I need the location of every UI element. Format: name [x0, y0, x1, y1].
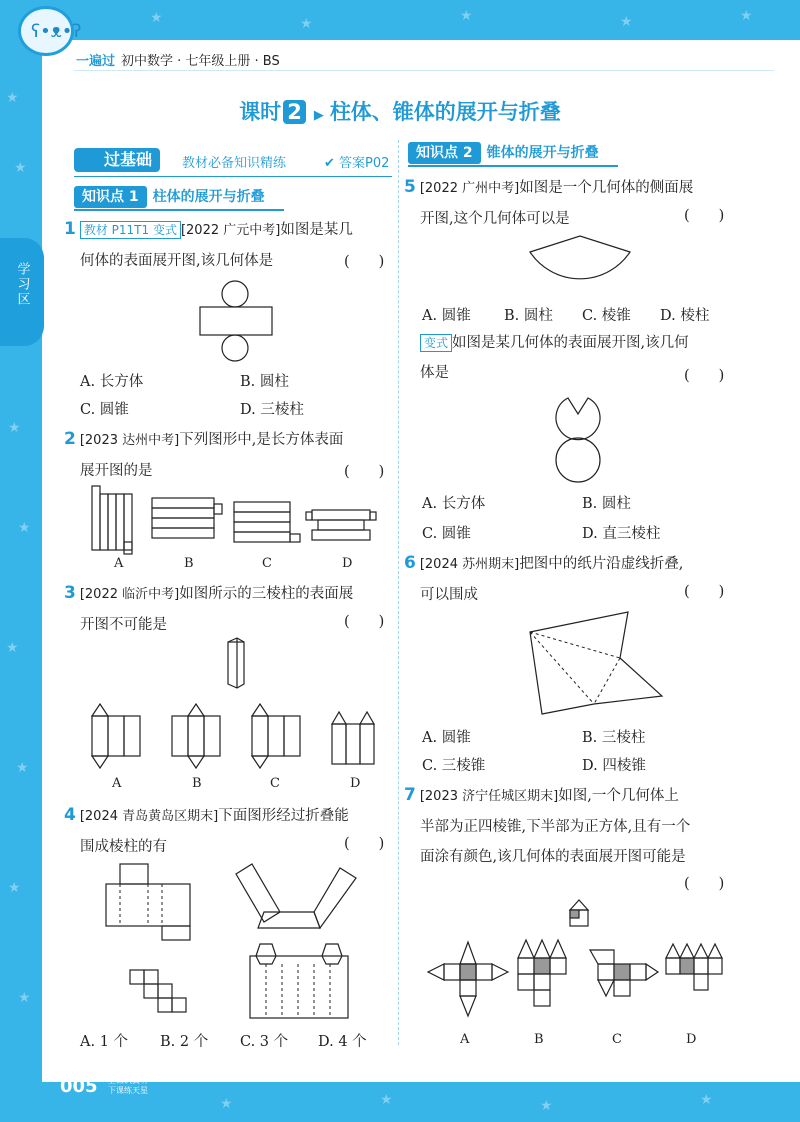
q2-caption-a: A — [114, 556, 124, 571]
header-rule — [74, 70, 774, 71]
q5b-figure — [546, 392, 610, 484]
section-underline — [74, 176, 392, 177]
q2-caption-c: C — [262, 556, 272, 571]
slogan-line-2: 下课练天星 — [108, 1086, 148, 1095]
q3-source: [2022 临沂中考] — [79, 587, 180, 602]
lesson-prefix: 课时 — [239, 100, 282, 124]
q4-answer-paren: ( ) — [344, 836, 385, 852]
q3-prism-figure — [222, 636, 252, 692]
section-main-label — [74, 148, 160, 172]
q6-text-2: 可以围成 — [420, 587, 478, 603]
section-banner — [74, 144, 392, 178]
q7-source: [2023 济宁任城区期末] — [419, 789, 559, 804]
q3-answer-paren: ( ) — [344, 614, 385, 630]
q1-text-1: 如图是某几 — [280, 222, 353, 238]
page-number: 005 — [60, 1076, 98, 1097]
q4-text-1: 下面图形经过折叠能 — [218, 808, 349, 824]
q5b-option-b[interactable]: B. 圆柱 — [582, 496, 631, 512]
q2-text-2: 展开图的是 — [80, 463, 153, 479]
q4-option-c[interactable]: C. 3 个 — [240, 1034, 289, 1050]
q5-text-1: 如图是一个几何体的侧面展 — [519, 180, 694, 196]
q5-option-d[interactable]: D. 棱柱 — [660, 308, 710, 324]
q5-option-b[interactable]: B. 圆柱 — [504, 308, 553, 324]
question-7 — [404, 780, 744, 872]
q6-answer-paren: ( ) — [684, 584, 725, 600]
q6-figure — [520, 608, 670, 718]
q7-solid-figure — [566, 898, 592, 928]
q2-source: [2023 达州中考] — [79, 433, 180, 448]
q5b-text-2: 体是 — [420, 365, 449, 381]
q2-text-1: 下列图形中,是长方体表面 — [179, 432, 344, 448]
q3-figures — [86, 700, 386, 772]
q7-caption-d: D — [686, 1032, 697, 1047]
q5b-badge: 变式 — [420, 334, 452, 352]
star-icon: ★ — [6, 90, 19, 106]
q4-option-a[interactable]: A. 1 个 — [80, 1034, 129, 1050]
star-icon: ★ — [18, 990, 31, 1006]
mascot-logo: ʕ•ᴥ•ʔ — [18, 6, 74, 56]
answer-ref — [324, 152, 389, 171]
q7-answer-paren: ( ) — [684, 876, 725, 892]
q1-option-c[interactable]: C. 圆锥 — [80, 402, 129, 418]
brand-name: 一遍过 — [76, 54, 116, 69]
q3-caption-a: A — [112, 776, 122, 791]
side-tab — [0, 238, 44, 346]
star-icon: ★ — [740, 8, 753, 24]
q6-option-c[interactable]: C. 三棱锥 — [422, 758, 486, 774]
answer-ref-text: 答案P02 — [339, 156, 390, 171]
q5b-answer-paren: ( ) — [684, 368, 725, 384]
q5b-option-d[interactable]: D. 直三棱柱 — [582, 526, 661, 542]
q6-text-1: 把图中的纸片沿虚线折叠, — [519, 556, 684, 572]
q7-figures — [426, 936, 756, 1026]
star-icon: ★ — [16, 760, 29, 776]
kp1-tag: 知识点 1 — [74, 186, 147, 208]
q2-caption-d: D — [342, 556, 353, 571]
q7-caption-c: C — [612, 1032, 622, 1047]
q6-number: 6 — [404, 553, 416, 573]
q7-caption-a: A — [460, 1032, 470, 1047]
star-icon: ★ — [620, 14, 633, 30]
star-icon: ★ — [380, 1092, 393, 1108]
q4-number: 4 — [64, 805, 76, 825]
star-icon: ★ — [220, 1096, 233, 1112]
q3-caption-d: D — [350, 776, 361, 791]
lesson-number: 2 — [283, 100, 306, 124]
footer-slogan — [108, 1076, 148, 1096]
q5-text-2: 开图,这个几何体可以是 — [420, 211, 570, 227]
q7-text-2: 半部为正四棱锥,下半部为正方体,且有一个 — [420, 819, 691, 835]
book-title: 初中数学 · 七年级上册 · BS — [121, 54, 280, 69]
q4-option-b[interactable]: B. 2 个 — [160, 1034, 209, 1050]
running-header — [76, 50, 280, 69]
star-icon: ★ — [300, 16, 313, 32]
q6-option-b[interactable]: B. 三棱柱 — [582, 730, 646, 746]
q2-answer-paren: ( ) — [344, 464, 385, 480]
q1-badge: 教材 P11T1 变式 — [80, 221, 181, 239]
q1-source: [2022 广元中考] — [180, 223, 281, 238]
q3-caption-b: B — [192, 776, 202, 791]
knowledge-point-2 — [408, 142, 618, 164]
q2-caption-b: B — [184, 556, 194, 571]
knowledge-point-1 — [74, 186, 284, 208]
q5-number: 5 — [404, 177, 416, 197]
q7-caption-b: B — [534, 1032, 544, 1047]
star-icon: ★ — [6, 640, 19, 656]
q7-number: 7 — [404, 785, 416, 805]
column-divider — [398, 140, 399, 1045]
q1-option-a[interactable]: A. 长方体 — [80, 374, 144, 390]
star-icon: ★ — [150, 10, 163, 26]
q6-source: [2024 苏州期末] — [419, 557, 520, 572]
q2-figures — [88, 484, 388, 556]
q3-number: 3 — [64, 583, 76, 603]
q7-text-3: 面涂有颜色,该几何体的表面展开图可能是 — [420, 849, 686, 865]
kp2-text: 锥体的展开与折叠 — [486, 145, 599, 161]
section-sub-label: 教材必备知识精练 — [182, 156, 287, 171]
q6-option-d[interactable]: D. 四棱锥 — [582, 758, 646, 774]
star-icon: ★ — [700, 1092, 713, 1108]
check-icon: ✔ — [324, 156, 340, 171]
q5b-text-1: 如图是某几何体的表面展开图,该几何 — [452, 335, 689, 351]
q5-figure — [526, 232, 636, 294]
q4-option-d[interactable]: D. 4 个 — [318, 1034, 367, 1050]
q1-figure — [190, 278, 290, 362]
q1-answer-paren: ( ) — [344, 254, 385, 270]
section-main-text: 过基础 — [104, 150, 153, 169]
q4-figures — [100, 860, 390, 1024]
q2-number: 2 — [64, 429, 76, 449]
kp1-text: 柱体的展开与折叠 — [152, 189, 265, 205]
q3-caption-c: C — [270, 776, 280, 791]
q5-option-c[interactable]: C. 棱锥 — [582, 308, 631, 324]
q1-text-2: 何体的表面展开图,该几何体是 — [80, 253, 274, 269]
star-icon: ★ — [540, 1098, 553, 1114]
side-tab-label: 学习区 — [14, 262, 30, 307]
star-icon: ★ — [460, 8, 473, 24]
star-icon: ★ — [8, 880, 21, 896]
q3-text-1: 如图所示的三棱柱的表面展 — [179, 586, 354, 602]
q6-option-a[interactable]: A. 圆锥 — [422, 730, 471, 746]
star-icon: ★ — [14, 160, 27, 176]
lesson-title — [0, 96, 800, 126]
q5-source: [2022 广州中考] — [419, 181, 520, 196]
q5b-option-c[interactable]: C. 圆锥 — [422, 526, 471, 542]
q1-number: 1 — [64, 219, 76, 239]
q7-text-1: 如图,一个几何体上 — [558, 788, 679, 804]
q4-source: [2024 青岛黄岛区期末] — [79, 809, 219, 824]
q1-option-b[interactable]: B. 圆柱 — [240, 374, 289, 390]
triangle-icon: ▶ — [313, 108, 324, 123]
lesson-name: 柱体、锥体的展开与折叠 — [329, 100, 561, 124]
page-footer — [36, 1070, 156, 1106]
q5-answer-paren: ( ) — [684, 208, 725, 224]
q5-option-a[interactable]: A. 圆锥 — [422, 308, 471, 324]
q3-text-2: 开图不可能是 — [80, 617, 167, 633]
q4-text-2: 围成棱柱的有 — [80, 839, 167, 855]
kp2-tag: 知识点 2 — [408, 142, 481, 164]
q5b-option-a[interactable]: A. 长方体 — [422, 496, 486, 512]
star-icon: ★ — [8, 420, 21, 436]
slogan-line-1: 上课认真听 — [108, 1076, 148, 1085]
star-icon: ★ — [18, 520, 31, 536]
q1-option-d[interactable]: D. 三棱柱 — [240, 402, 304, 418]
